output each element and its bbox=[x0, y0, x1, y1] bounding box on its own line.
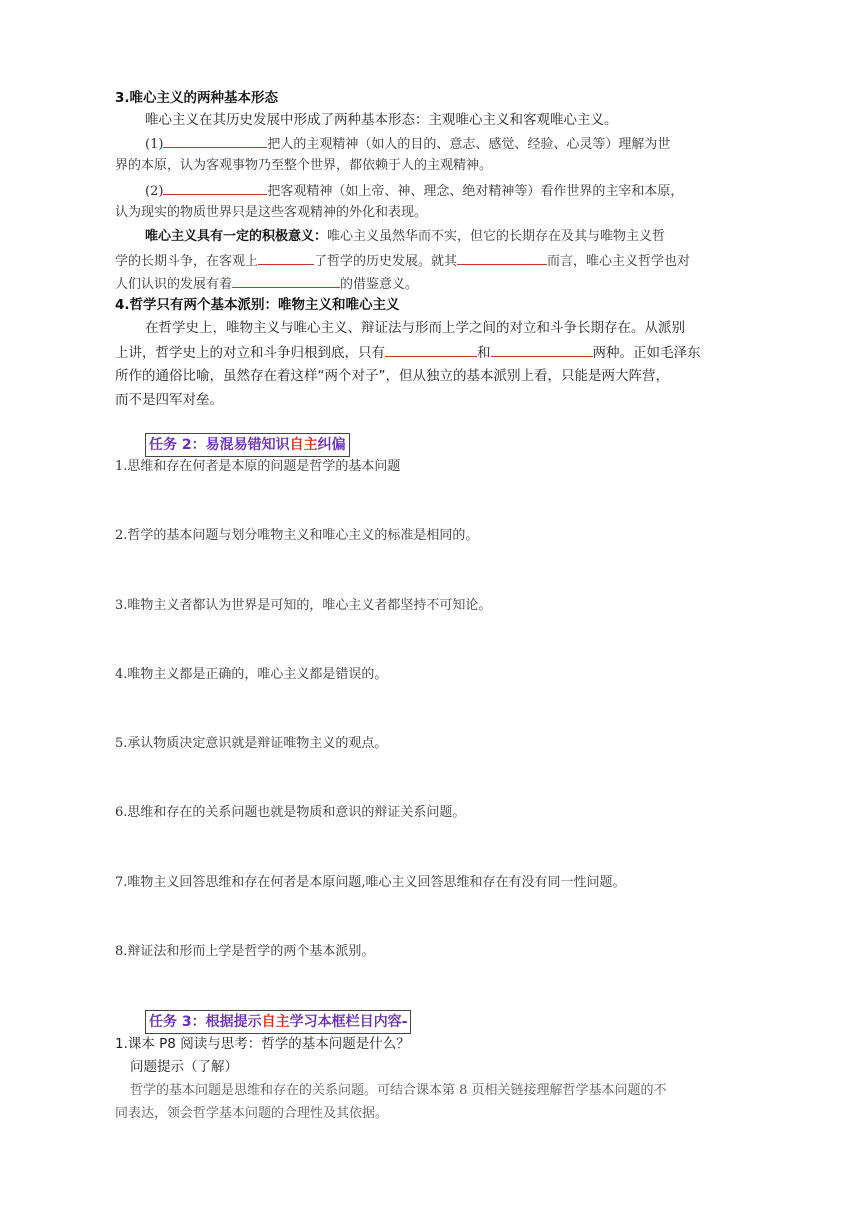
task2-item-8: 8.辩证法和形而上学是哲学的两个基本派别。 bbox=[115, 944, 375, 959]
section3-intro: 唯心主义在其历史发展中形成了两种基本形态：主观唯心主义和客观唯心主义。 bbox=[145, 112, 618, 128]
task2-heading-part3: 纠偏 bbox=[317, 437, 346, 453]
item2-number: (2) bbox=[145, 184, 164, 199]
blank-reference-value[interactable] bbox=[232, 273, 340, 288]
task3-heading-part1: 任务 3：根据提示 bbox=[149, 1014, 262, 1030]
task2-item-5: 5.承认物质决定意识就是辩证唯物主义的观点。 bbox=[115, 736, 388, 751]
task2-heading-part1: 任务 2：易混易错知识 bbox=[149, 437, 290, 453]
blank-objective-idealism[interactable] bbox=[163, 180, 267, 195]
significance-l3a: 人们认识的发展有着 bbox=[115, 277, 233, 292]
section4-line1: 在哲学史上，唯物主义与唯心主义、辩证法与形而上学之间的对立和斗争长期存在。从派别 bbox=[145, 320, 685, 336]
item1-line bbox=[145, 133, 670, 155]
blank-aspect[interactable] bbox=[457, 250, 547, 265]
task3-hint-line1: 哲学的基本问题是思维和存在的关系问题。可结合课本第 8 页相关链接理解哲学基本问题的不 bbox=[130, 1083, 667, 1098]
task3-question-1: 1.课本 P8 阅读与思考：哲学的基本问题是什么？ bbox=[115, 1036, 410, 1052]
task3-heading-highlight: 自主 bbox=[261, 1014, 290, 1030]
significance-line2 bbox=[115, 250, 690, 272]
task3-hint-label: 问题提示（了解） bbox=[130, 1059, 238, 1075]
blank-materialism[interactable] bbox=[385, 342, 477, 357]
section4-l2c: 两种。正如毛泽东 bbox=[592, 345, 701, 361]
section4-heading: 4.哲学只有两个基本派别：唯物主义和唯心主义 bbox=[115, 297, 400, 313]
task2-item-3: 3.唯物主义者都认为世界是可知的，唯心主义者都坚持不可知论。 bbox=[115, 598, 492, 613]
item2-text: 把客观精神（如上帝、神、理念、绝对精神等）看作世界的主宰和本原， bbox=[267, 184, 684, 199]
item1-number: (1) bbox=[145, 137, 164, 152]
significance-text: 唯心主义虽然华而不实，但它的长期存在及其与唯物主义哲 bbox=[327, 229, 666, 244]
task2-item-4: 4.唯物主义都是正确的，唯心主义都是错误的。 bbox=[115, 667, 388, 682]
task2-item-2: 2.哲学的基本问题与划分唯物主义和唯心主义的标准是相同的。 bbox=[115, 528, 479, 543]
item1-continuation: 界的本原，认为客观事物乃至整个世界，都依赖于人的主观精神。 bbox=[115, 158, 493, 173]
significance-label: 唯心主义具有一定的积极意义： bbox=[145, 229, 328, 244]
task2-item-6: 6.思维和存在的关系问题也就是物质和意识的辩证关系问题。 bbox=[115, 805, 466, 820]
task2-item-1: 1.思维和存在何者是本原的问题是哲学的基本问题 bbox=[115, 459, 401, 474]
section4-line2 bbox=[115, 342, 701, 363]
section3-heading: 3.唯心主义的两种基本形态 bbox=[115, 90, 279, 106]
section4-line4: 而不是四军对垒。 bbox=[115, 392, 223, 408]
task3-heading-part3: 学习本框栏目内容- bbox=[289, 1014, 408, 1030]
task3-hint-line2: 同表达，领会哲学基本问题的合理性及其依据。 bbox=[115, 1106, 389, 1121]
section4-line3: 所作的通俗比喻，虽然存在着这样“两个对子”，但从独立的基本派别上看，只能是两大阵营， bbox=[115, 368, 669, 384]
section4-l2b: 和 bbox=[477, 345, 491, 361]
significance-l3b: 的借鉴意义。 bbox=[340, 277, 419, 292]
section4-l2a: 上讲，哲学史上的对立和斗争归根到底，只有 bbox=[115, 345, 385, 361]
significance-l2a: 学的长期斗争，在客观上 bbox=[115, 254, 259, 269]
item1-text: 把人的主观精神（如人的目的、意志、感觉、经验、心灵等）理解为世 bbox=[267, 137, 671, 152]
task2-item-7: 7.唯物主义回答思维和存在何者是本原问题,唯心主义回答思维和存在有没有同一性问题。 bbox=[115, 875, 626, 890]
task2-heading-highlight: 自主 bbox=[289, 437, 318, 453]
significance-line bbox=[145, 227, 665, 247]
significance-l2b: 了哲学的历史发展。就其 bbox=[314, 254, 458, 269]
item2-continuation: 认为现实的物质世界只是这些客观精神的外化和表现。 bbox=[115, 205, 428, 220]
blank-idealism[interactable] bbox=[491, 342, 593, 357]
task2-heading bbox=[145, 433, 350, 457]
task3-heading bbox=[145, 1010, 411, 1034]
blank-subjective-idealism[interactable] bbox=[163, 133, 267, 148]
item2-line bbox=[145, 180, 683, 202]
significance-l2c: 而言，唯心主义哲学也对 bbox=[547, 254, 691, 269]
blank-promoted[interactable] bbox=[258, 250, 314, 265]
significance-line3 bbox=[115, 273, 418, 295]
